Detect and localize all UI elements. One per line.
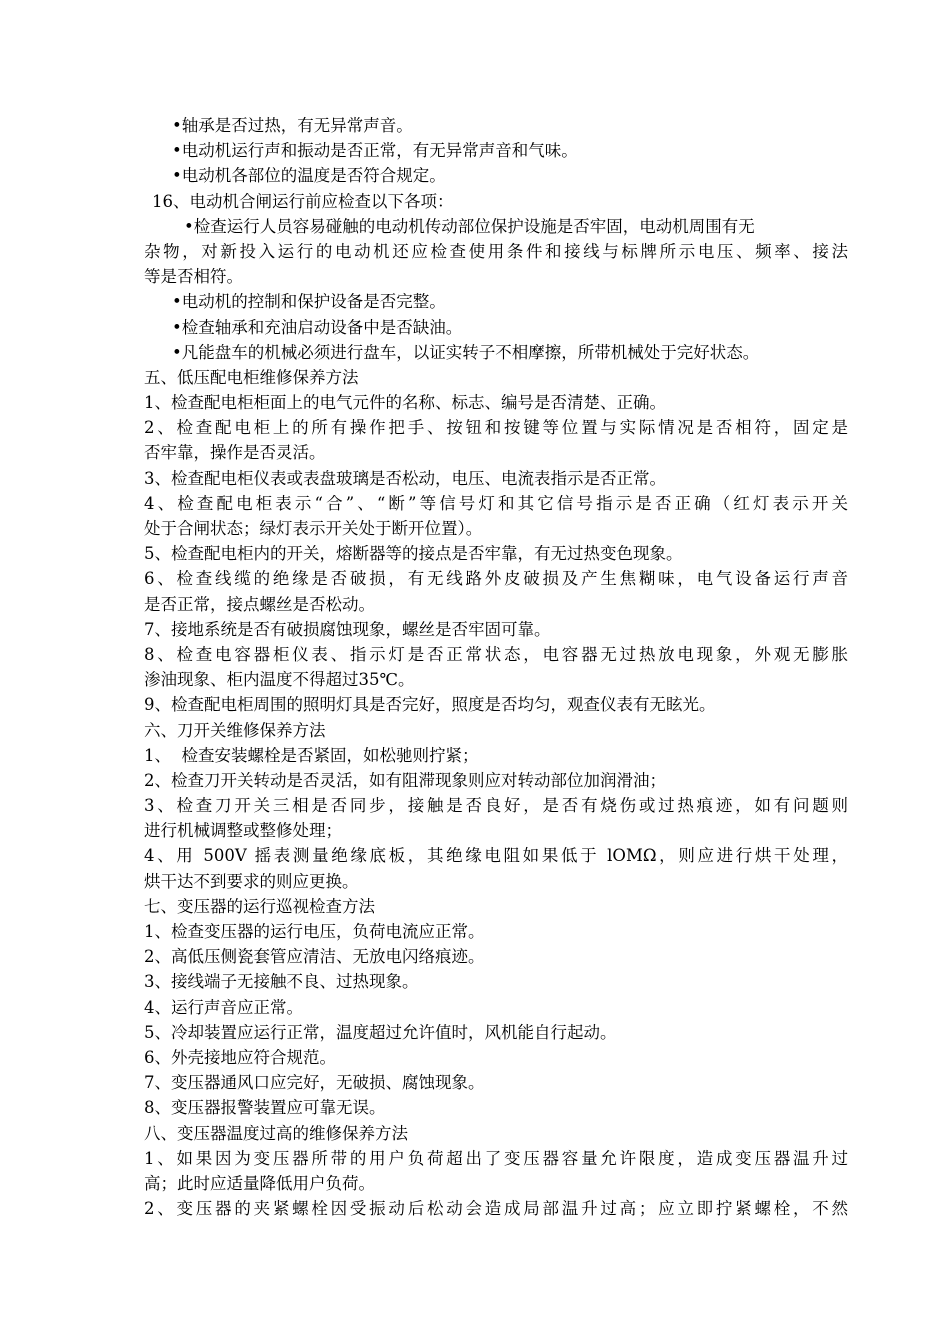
text-line: 1、 检查安装螺栓是否紧固，如松驰则拧紧； — [144, 745, 479, 765]
text-line: 9、检查配电柜周围的照明灯具是否完好，照度是否均匀，观查仪表有无眩光。 — [144, 695, 716, 715]
text-line: 处于合闸状态；绿灯表示开关处于断开位置）。 — [144, 519, 483, 538]
text-line: •检查轴承和充油启动设备中是否缺油。 — [172, 317, 463, 337]
section-heading: 六、刀开关维修保养方法 — [144, 720, 326, 740]
text-line: 6、外壳接地应符合规范。 — [144, 1047, 336, 1067]
text-line: •轴承是否过热，有无异常声音。 — [172, 116, 413, 135]
text-line: 否牢靠，操作是否灵活。 — [144, 443, 326, 463]
document-body — [0, 113, 950, 1221]
text-line: 5、冷却装置应运行正常，温度超过允许值时，风机能自行起动。 — [144, 1022, 617, 1042]
text-line: 7、接地系统是否有破损腐蚀现象，螺丝是否牢固可靠。 — [144, 619, 551, 639]
text-line: 1、检查配电柜柜面上的电气元件的名称、标志、编号是否清楚、正确。 — [144, 393, 666, 413]
text-line: 1、检查变压器的运行电压，负荷电流应正常。 — [144, 922, 485, 941]
text-line: 7、变压器通风口应完好，无破损、腐蚀现象。 — [144, 1073, 485, 1093]
text-line: •电动机各部位的温度是否符合规定。 — [172, 166, 446, 186]
text-line: •电动机的控制和保护设备是否完整。 — [172, 292, 446, 312]
text-line: 6、检查线缆的绝缘是否破损，有无线路外皮破损及产生焦糊味，电气设备运行声音 — [144, 569, 848, 589]
text-line: 2、检查刀开关转动是否灵活，如有阻滞现象则应对转动部位加润滑油； — [144, 770, 666, 790]
text-line: 1、如果因为变压器所带的用户负荷超出了变压器容量允许限度，造成变压器温升过 — [144, 1148, 848, 1168]
text-line: 2、检查配电柜上的所有操作把手、按钮和按键等位置与实际情况是否相符，固定是 — [144, 418, 848, 438]
text-line: 3、检查配电柜仪表或表盘玻璃是否松动，电压、电流表指示是否正常。 — [144, 468, 666, 488]
text-line: 16、电动机合闸运行前应检查以下各项： — [152, 191, 454, 211]
text-line: 5、检查配电柜内的开关，熔断器等的接点是否牢靠，有无过热变色现象。 — [144, 544, 683, 564]
text-line: 是否正常，接点螺丝是否松动。 — [144, 594, 375, 614]
text-line: 进行机械调整或整修处理； — [144, 821, 342, 841]
text-line: 4、检查配电柜表示“合”、“断”等信号灯和其它信号指示是否正确（红灯表示开关 — [144, 493, 848, 513]
text-line: 2、变压器的夹紧螺栓因受振动后松动会造成局部温升过高；应立即拧紧螺栓，不然 — [144, 1199, 848, 1219]
text-line: 4、运行声音应正常。 — [144, 997, 303, 1017]
text-line: •检查运行人员容易碰触的电动机传动部位保护设施是否牢固，电动机周围有无 — [184, 216, 755, 236]
section-heading: 七、变压器的运行巡视检查方法 — [144, 896, 375, 916]
text-line: 4、用 500V 摇表测量绝缘底板，其绝缘电阻如果低于 lOMΩ，则应进行烘干处理， — [144, 846, 848, 866]
text-line: 渗油现象、柜内温度不得超过35℃。 — [144, 670, 415, 690]
section-heading: 八、变压器温度过高的维修保养方法 — [144, 1123, 408, 1143]
text-line: •电动机运行声和振动是否正常，有无异常声音和气味。 — [172, 141, 578, 161]
text-line: 3、检查刀开关三相是否同步，接触是否良好，是否有烧伤或过热痕迹，如有问题则 — [144, 796, 848, 816]
text-line: 烘干达不到要求的则应更换。 — [144, 871, 359, 891]
text-line: 高；此时应适量降低用户负荷。 — [144, 1173, 375, 1193]
text-line: 3、接线端子无接触不良、过热现象。 — [144, 972, 419, 992]
text-line: 8、检查电容器柜仪表、指示灯是否正常状态，电容器无过热放电现象，外观无膨胀 — [144, 644, 848, 664]
text-line: 杂物，对新投入运行的电动机还应检查使用条件和接线与标牌所示电压、频率、接法 — [144, 241, 848, 261]
text-line: 8、变压器报警装置应可靠无误。 — [144, 1098, 386, 1118]
text-line: •凡能盘车的机械必须进行盘车，以证实转子不相摩擦，所带机械处于完好状态。 — [172, 342, 760, 362]
section-heading: 五、低压配电柜维修保养方法 — [144, 367, 359, 387]
text-line: 2、高低压侧瓷套管应清洁、无放电闪络痕迹。 — [144, 947, 485, 967]
text-line: 等是否相符。 — [144, 267, 243, 287]
